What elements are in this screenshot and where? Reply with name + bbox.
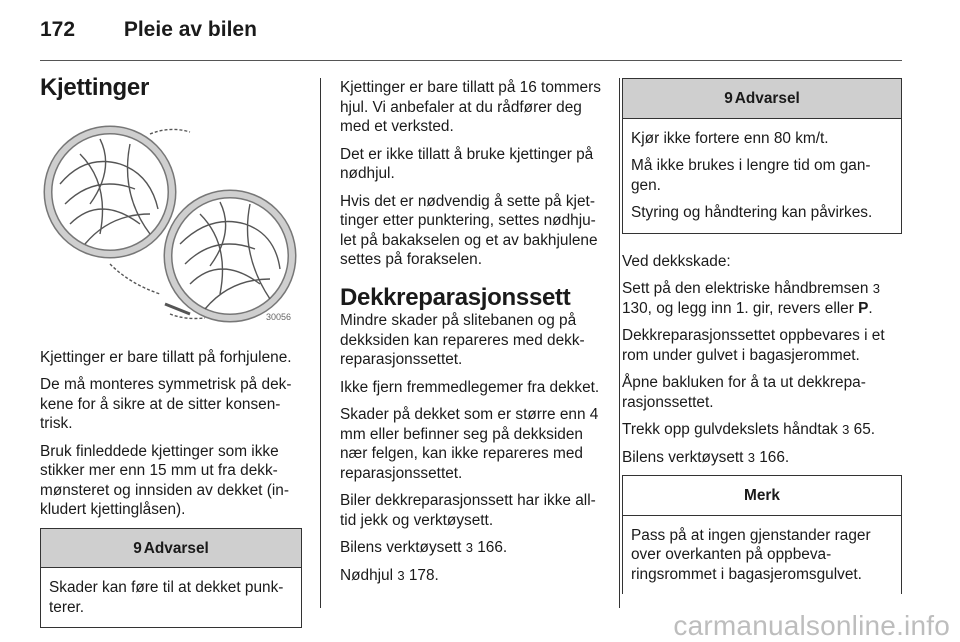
page-number: 172 [40, 18, 76, 41]
page-link[interactable]: 65. [853, 421, 876, 438]
reverse-gear-letter: P [858, 299, 869, 317]
page-link[interactable]: 178. [408, 566, 439, 584]
paragraph: Ved dekkskade: [622, 252, 731, 270]
warning-icon: 9 [724, 90, 733, 107]
paragraph: Kjettinger er bare tillatt på 16 tommers hjul. Vi anbefaler at du rådfører deg med et verksted. [340, 79, 601, 135]
cross-reference: Bilens verktøysett 3 166. [340, 539, 508, 556]
note-body [623, 516, 901, 595]
page-header [40, 18, 257, 42]
warning-text: Skader kan føre til at dekket punkterer. [49, 579, 284, 616]
warning-title: Advarsel [734, 90, 800, 107]
paragraph: Åpne bakluken for å ta ut dekkreparasjonssettet. [622, 374, 866, 411]
warning-line: Styring og håndtering kan påvirkes. [631, 204, 873, 221]
paragraph: Mindre skader på slitebanen og på dekksiden kan repareres med dekkreparasjonssettet. [340, 312, 585, 368]
paragraph: Skader på dekket som er større enn 4 mm eller befinner seg på dekksiden nær felgen, kan ikke repareres med reparasjonssettet. [340, 406, 599, 482]
section-heading-chains: Kjettinger [40, 74, 150, 101]
chapter-title: Pleie av bilen [123, 18, 257, 41]
warning-body [623, 119, 901, 233]
page-ref-icon: 3 [397, 567, 405, 583]
watermark: carmanualsonline.info [673, 610, 950, 641]
warning-header [623, 79, 901, 119]
warning-line: Må ikke brukes i lengre tid om gangen. [631, 157, 871, 194]
warning-box [622, 78, 902, 234]
page-ref-icon: 3 [465, 540, 473, 555]
column-2 [340, 78, 605, 593]
figure-code: 30056 [266, 311, 292, 322]
note-title: Merk [744, 487, 780, 504]
page-link[interactable]: 166. [477, 539, 508, 556]
warning-icon: 9 [133, 539, 142, 557]
warning-body [41, 568, 301, 627]
paragraph: Hvis det er nødvendig å sette på kjettinger etter punktering, settes nødhjulet på bakakselen og et av bakhjulene settes på forakselen. [340, 192, 598, 268]
column-1 [40, 74, 302, 640]
snow-chains-drawing [40, 114, 302, 326]
paragraph: De må monteres symmetrisk på dekkene for å sikre at de sitter konsentrisk. [40, 376, 292, 432]
warning-box [40, 528, 302, 629]
page-ref-icon: 3 [842, 422, 850, 437]
paragraph: Det er ikke tillatt å bruke kjettinger på nødhjul. [340, 145, 594, 182]
paragraph: Dekkreparasjonssettet oppbevares i et rom under gulvet i bagasjerommet. [622, 327, 885, 364]
note-header [623, 476, 901, 516]
paragraph: Bruk finleddede kjettinger som ikke stikker mer enn 15 mm ut fra dekkmønsteret og innsiden av dekket (inkludert kjettinglåsen). [40, 442, 289, 518]
note-text: Pass på at ingen gjenstander rager over overkanten på oppbevaringsrommet i bagasjeromsgulvet. [631, 526, 871, 583]
warning-header [41, 529, 301, 569]
cross-reference: Bilens verktøysett 3 166. [622, 448, 790, 466]
paragraph: Ikke fjern fremmedlegemer fra dekket. [340, 378, 600, 396]
page-ref-icon: 3 [872, 281, 880, 296]
section-heading-repair-kit: Dekkreparasjonssett [340, 283, 571, 311]
column-divider [619, 78, 620, 608]
paragraph: Sett på den elektriske håndbremsen 3 130, og legg inn 1. gir, revers eller P. [622, 280, 880, 317]
warning-line: Kjør ikke fortere enn 80 km/t. [631, 129, 829, 147]
column-3 [622, 78, 902, 606]
paragraph: Trekk opp gulvdekslets håndtak 3 65. [622, 421, 876, 438]
column-divider [320, 78, 321, 608]
note-box [622, 475, 902, 594]
header-rule [40, 60, 902, 61]
warning-title: Advarsel [143, 539, 209, 557]
paragraph: Biler dekkreparasjonssett har ikke alltid jekk og verktøysett. [340, 492, 596, 529]
paragraph: Kjettinger er bare tillatt på forhjulene. [40, 348, 292, 366]
cross-reference: Nødhjul 3 178. [340, 566, 439, 584]
page-ref-icon: 3 [747, 449, 755, 465]
snow-chains-illustration [40, 114, 302, 326]
page-link[interactable]: 166. [759, 448, 790, 466]
